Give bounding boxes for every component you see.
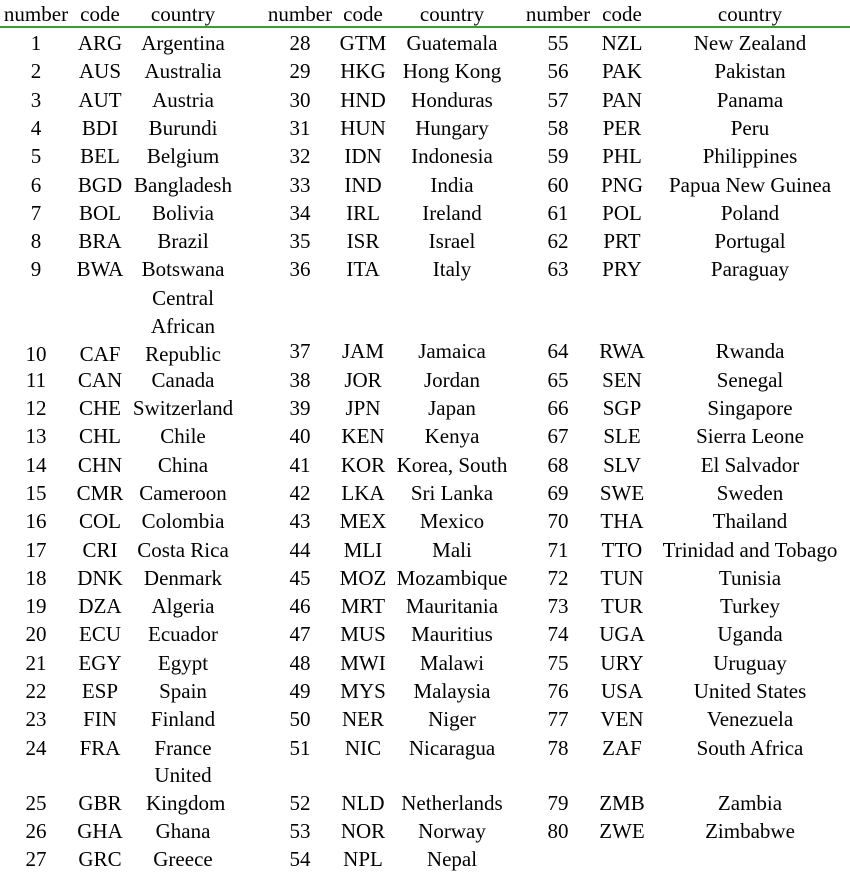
row-country: Belgium bbox=[146, 144, 220, 169]
row-number: 32 bbox=[289, 144, 311, 169]
row-code: AUS bbox=[78, 59, 121, 84]
row-number: 29 bbox=[289, 59, 311, 84]
row-number: 15 bbox=[25, 480, 47, 505]
row-code: HND bbox=[340, 87, 386, 112]
row-code: CHN bbox=[77, 452, 123, 477]
row-code: ITA bbox=[346, 257, 380, 282]
row-code: JAM bbox=[341, 339, 384, 364]
row-country: Uganda bbox=[717, 622, 783, 647]
row-code: SLE bbox=[603, 424, 641, 449]
row-code: MEX bbox=[339, 509, 387, 534]
row-country: Jamaica bbox=[418, 339, 486, 364]
row-code: PRY bbox=[602, 257, 642, 282]
row-number: 18 bbox=[25, 565, 47, 590]
row-code: COL bbox=[79, 509, 121, 534]
row-country: Indonesia bbox=[411, 144, 493, 169]
row-number: 65 bbox=[547, 367, 569, 392]
row-country: Senegal bbox=[716, 367, 784, 392]
row-code: TUR bbox=[601, 594, 643, 619]
row-number: 35 bbox=[289, 229, 311, 254]
row-code: PAK bbox=[601, 59, 643, 84]
row-country: Sri Lanka bbox=[410, 480, 494, 505]
row-number: 46 bbox=[289, 594, 311, 619]
row-country: New Zealand bbox=[693, 31, 807, 55]
row-country: Uruguay bbox=[713, 650, 787, 675]
row-number: 17 bbox=[25, 537, 47, 562]
row-number: 72 bbox=[547, 565, 569, 590]
row-country: Mozambique bbox=[396, 565, 508, 590]
row-code: FIN bbox=[83, 707, 117, 732]
row-country: Singapore bbox=[707, 396, 793, 421]
row-code: PNG bbox=[600, 172, 643, 197]
row-code: EGY bbox=[78, 650, 122, 675]
header-number: number bbox=[525, 2, 591, 26]
row-number: 7 bbox=[30, 200, 42, 225]
row-country: Nicaragua bbox=[408, 735, 496, 760]
row-country: Mali bbox=[432, 537, 472, 562]
row-country: Brazil bbox=[157, 229, 209, 254]
row-country: Costa Rica bbox=[137, 537, 229, 562]
row-country: Spain bbox=[159, 679, 207, 704]
row-code: USA bbox=[600, 679, 643, 704]
row-number: 73 bbox=[547, 594, 569, 619]
row-code: NOR bbox=[340, 819, 386, 844]
row-country: Ecuador bbox=[148, 622, 218, 647]
row-number: 22 bbox=[25, 679, 47, 704]
row-country: Venezuela bbox=[706, 707, 794, 732]
row-country: Israel bbox=[428, 229, 476, 254]
row-country: India bbox=[430, 172, 474, 197]
row-code: GHA bbox=[77, 819, 123, 844]
row-number: 44 bbox=[289, 537, 311, 562]
row-code: CAF bbox=[79, 342, 121, 367]
row-number: 70 bbox=[547, 509, 569, 534]
row-number: 55 bbox=[547, 31, 569, 55]
row-code: PAN bbox=[601, 87, 643, 112]
row-code: ZWE bbox=[599, 819, 645, 844]
row-code: AUT bbox=[78, 87, 122, 112]
row-country: Trinidad and Tobago bbox=[662, 537, 838, 562]
row-number: 66 bbox=[547, 396, 569, 421]
row-code: DNK bbox=[77, 565, 123, 590]
row-code: UGA bbox=[599, 622, 645, 647]
row-country: Algeria bbox=[151, 594, 215, 619]
row-code: MUS bbox=[340, 622, 386, 647]
row-code: HUN bbox=[340, 115, 386, 140]
row-number: 62 bbox=[547, 229, 569, 254]
row-country: Korea, South bbox=[396, 452, 508, 477]
row-code: IND bbox=[344, 172, 382, 197]
row-number: 53 bbox=[289, 819, 311, 844]
row-number: 52 bbox=[289, 790, 311, 815]
row-code: CAN bbox=[77, 367, 123, 392]
row-number: 79 bbox=[547, 790, 569, 815]
row-country: Chile bbox=[160, 424, 206, 449]
row-code: TUN bbox=[600, 565, 644, 590]
row-country: Norway bbox=[418, 819, 486, 844]
row-code: ZMB bbox=[599, 790, 645, 815]
row-code: SEN bbox=[602, 367, 642, 392]
row-country: South Africa bbox=[696, 735, 804, 760]
header-number: number bbox=[267, 2, 333, 26]
row-number: 16 bbox=[25, 509, 47, 534]
row-code: MRT bbox=[340, 594, 386, 619]
row-country: Nepal bbox=[426, 847, 478, 872]
row-code: POL bbox=[602, 200, 642, 225]
row-code: IDN bbox=[344, 144, 382, 169]
row-number: 56 bbox=[547, 59, 569, 84]
row-code: DZA bbox=[78, 594, 122, 619]
row-number: 23 bbox=[25, 707, 47, 732]
row-code: GBR bbox=[78, 790, 122, 815]
row-number: 80 bbox=[547, 819, 569, 844]
row-country: Mauritius bbox=[411, 622, 493, 647]
row-number: 77 bbox=[547, 707, 569, 732]
row-code: PER bbox=[602, 115, 642, 140]
row-code: BWA bbox=[76, 257, 124, 282]
row-number: 36 bbox=[289, 257, 311, 282]
row-country: Kenya bbox=[424, 424, 480, 449]
row-number: 48 bbox=[289, 650, 311, 675]
row-number: 19 bbox=[25, 594, 47, 619]
row-number: 33 bbox=[289, 172, 311, 197]
row-code: NER bbox=[342, 707, 384, 732]
row-country: Switzerland bbox=[132, 396, 234, 421]
row-country: Colombia bbox=[141, 509, 225, 534]
row-country: Thailand bbox=[712, 509, 788, 534]
row-code: TTO bbox=[601, 537, 643, 562]
row-country: Rwanda bbox=[715, 339, 785, 364]
row-number: 21 bbox=[25, 650, 47, 675]
row-number: 5 bbox=[30, 144, 42, 169]
row-number: 50 bbox=[289, 707, 311, 732]
header-code: code bbox=[343, 2, 383, 26]
row-number: 76 bbox=[547, 679, 569, 704]
row-number: 1 bbox=[30, 31, 42, 55]
row-country: Japan bbox=[428, 396, 476, 421]
row-country: Jordan bbox=[424, 367, 480, 392]
row-number: 68 bbox=[547, 452, 569, 477]
row-number: 3 bbox=[30, 87, 42, 112]
row-code: ECU bbox=[79, 622, 121, 647]
row-country: Ireland bbox=[422, 200, 482, 225]
header-country: country bbox=[150, 2, 216, 26]
row-country: Poland bbox=[720, 200, 780, 225]
row-country: Portugal bbox=[714, 229, 786, 254]
row-number: 34 bbox=[289, 200, 311, 225]
row-code: BOL bbox=[79, 200, 121, 225]
row-number: 43 bbox=[289, 509, 311, 534]
row-code: SWE bbox=[599, 480, 645, 505]
row-code: MYS bbox=[340, 679, 386, 704]
row-code: IRL bbox=[346, 200, 380, 225]
row-country: Australia bbox=[144, 59, 222, 84]
row-number: 28 bbox=[289, 31, 311, 55]
row-country: Malawi bbox=[419, 650, 485, 675]
row-number: 47 bbox=[289, 622, 311, 647]
row-code: SGP bbox=[602, 396, 642, 421]
row-country: Austria bbox=[152, 87, 214, 112]
row-number: 31 bbox=[289, 115, 311, 140]
row-country: Botswana bbox=[141, 257, 225, 282]
row-country: Argentina bbox=[141, 31, 225, 55]
header-number: number bbox=[3, 2, 69, 26]
header-code: code bbox=[80, 2, 120, 26]
row-code: RWA bbox=[599, 339, 645, 364]
row-number: 61 bbox=[547, 200, 569, 225]
row-code: GRC bbox=[78, 847, 122, 872]
row-code: VEN bbox=[600, 707, 644, 732]
row-number: 9 bbox=[30, 257, 42, 282]
row-code: BDI bbox=[81, 115, 119, 140]
row-number: 59 bbox=[547, 144, 569, 169]
row-code: FRA bbox=[79, 735, 121, 760]
row-country: Cameroon bbox=[139, 480, 227, 505]
row-code: CHL bbox=[79, 424, 121, 449]
row-number: 39 bbox=[289, 396, 311, 421]
row-country: France bbox=[154, 735, 212, 760]
row-country: Tunisia bbox=[718, 565, 782, 590]
row-code: PRT bbox=[603, 229, 641, 254]
row-number: 8 bbox=[30, 229, 42, 254]
row-code: CRI bbox=[82, 537, 118, 562]
row-code: PHL bbox=[602, 144, 642, 169]
row-number: 58 bbox=[547, 115, 569, 140]
row-number: 64 bbox=[547, 339, 569, 364]
row-code: LKA bbox=[341, 480, 385, 505]
row-country: China bbox=[157, 452, 209, 477]
row-number: 71 bbox=[547, 537, 569, 562]
row-code: BEL bbox=[80, 144, 120, 169]
row-number: 38 bbox=[289, 367, 311, 392]
row-number: 69 bbox=[547, 480, 569, 505]
row-number: 74 bbox=[547, 622, 569, 647]
row-number: 60 bbox=[547, 172, 569, 197]
row-country: Pakistan bbox=[714, 59, 786, 84]
row-number: 12 bbox=[25, 396, 47, 421]
row-country: Honduras bbox=[411, 87, 493, 112]
header-country: country bbox=[419, 2, 485, 26]
row-number: 11 bbox=[25, 367, 47, 392]
header-country: country bbox=[717, 2, 783, 26]
row-country: Paraguay bbox=[710, 257, 790, 282]
row-code: CMR bbox=[76, 480, 124, 505]
row-country: Hungary bbox=[415, 115, 489, 140]
row-number: 75 bbox=[547, 650, 569, 675]
row-number: 37 bbox=[289, 339, 311, 364]
row-code: KEN bbox=[341, 424, 385, 449]
row-number: 10 bbox=[25, 342, 47, 367]
row-code: SLV bbox=[603, 452, 641, 477]
row-country: Denmark bbox=[143, 565, 223, 590]
row-code: JOR bbox=[344, 367, 382, 392]
row-country: Netherlands bbox=[401, 790, 503, 815]
row-number: 63 bbox=[547, 257, 569, 282]
row-code: MOZ bbox=[339, 565, 387, 590]
row-country: Malaysia bbox=[413, 679, 491, 704]
row-number: 67 bbox=[547, 424, 569, 449]
row-country: Peru bbox=[730, 115, 770, 140]
row-number: 24 bbox=[25, 735, 47, 760]
row-number: 57 bbox=[547, 87, 569, 112]
row-country: Hong Kong bbox=[402, 59, 502, 84]
row-code: CHE bbox=[79, 396, 121, 421]
row-code: MLI bbox=[343, 537, 383, 562]
row-code: NZL bbox=[601, 31, 643, 55]
row-country: El Salvador bbox=[700, 452, 800, 477]
row-country: Egypt bbox=[157, 650, 209, 675]
row-country: United States bbox=[693, 679, 807, 704]
row-number: 6 bbox=[30, 172, 42, 197]
row-code: NLD bbox=[341, 790, 385, 815]
row-number: 2 bbox=[30, 59, 42, 84]
row-number: 51 bbox=[289, 735, 311, 760]
row-country: Finland bbox=[150, 707, 216, 732]
row-number: 14 bbox=[25, 452, 47, 477]
row-country: Papua New Guinea bbox=[668, 172, 832, 197]
row-country: Burundi bbox=[148, 115, 218, 140]
row-country: Bangladesh bbox=[134, 172, 232, 197]
row-country: Zimbabwe bbox=[705, 819, 795, 844]
row-code: URY bbox=[600, 650, 644, 675]
row-country: Ghana bbox=[155, 819, 211, 844]
row-country: Mexico bbox=[419, 509, 485, 534]
row-number: 78 bbox=[547, 735, 569, 760]
row-country: Sweden bbox=[716, 480, 784, 505]
row-country: Greece bbox=[153, 847, 213, 872]
row-code: BRA bbox=[78, 229, 122, 254]
row-number: 54 bbox=[289, 847, 311, 872]
row-country: Italy bbox=[432, 257, 472, 282]
row-country: Sierra Leone bbox=[696, 424, 804, 449]
row-number: 27 bbox=[25, 847, 47, 872]
row-country: United Kingdom bbox=[146, 762, 226, 815]
row-country: Philippines bbox=[702, 144, 798, 169]
row-number: 41 bbox=[289, 452, 311, 477]
row-number: 13 bbox=[25, 424, 47, 449]
row-country: Panama bbox=[716, 87, 784, 112]
row-number: 30 bbox=[289, 87, 311, 112]
row-code: ZAF bbox=[602, 735, 642, 760]
row-country: Niger bbox=[428, 707, 476, 732]
row-code: NPL bbox=[343, 847, 383, 872]
row-code: HKG bbox=[340, 59, 386, 84]
row-country: Turkey bbox=[720, 594, 780, 619]
row-number: 26 bbox=[25, 819, 47, 844]
row-number: 20 bbox=[25, 622, 47, 647]
row-code: BGD bbox=[77, 172, 123, 197]
row-code: JPN bbox=[345, 396, 381, 421]
row-code: NIC bbox=[344, 735, 382, 760]
row-code: THA bbox=[600, 509, 644, 534]
row-code: ESP bbox=[81, 679, 119, 704]
row-country: Mauritania bbox=[405, 594, 499, 619]
row-country: Zambia bbox=[717, 790, 783, 815]
row-number: 4 bbox=[30, 115, 42, 140]
row-number: 45 bbox=[289, 565, 311, 590]
row-number: 40 bbox=[289, 424, 311, 449]
row-code: ARG bbox=[77, 31, 123, 55]
row-code: ISR bbox=[346, 229, 380, 254]
row-code: MWI bbox=[340, 650, 386, 675]
row-code: KOR bbox=[340, 452, 386, 477]
header-rule bbox=[0, 26, 850, 28]
row-country: Canada bbox=[151, 367, 215, 392]
header-code: code bbox=[602, 2, 642, 26]
row-country: Guatemala bbox=[406, 31, 498, 55]
row-country: Bolivia bbox=[152, 200, 214, 225]
row-country: Central African Republic bbox=[145, 285, 221, 367]
row-number: 49 bbox=[289, 679, 311, 704]
row-number: 42 bbox=[289, 480, 311, 505]
row-number: 25 bbox=[25, 790, 47, 815]
row-code: GTM bbox=[339, 31, 387, 55]
